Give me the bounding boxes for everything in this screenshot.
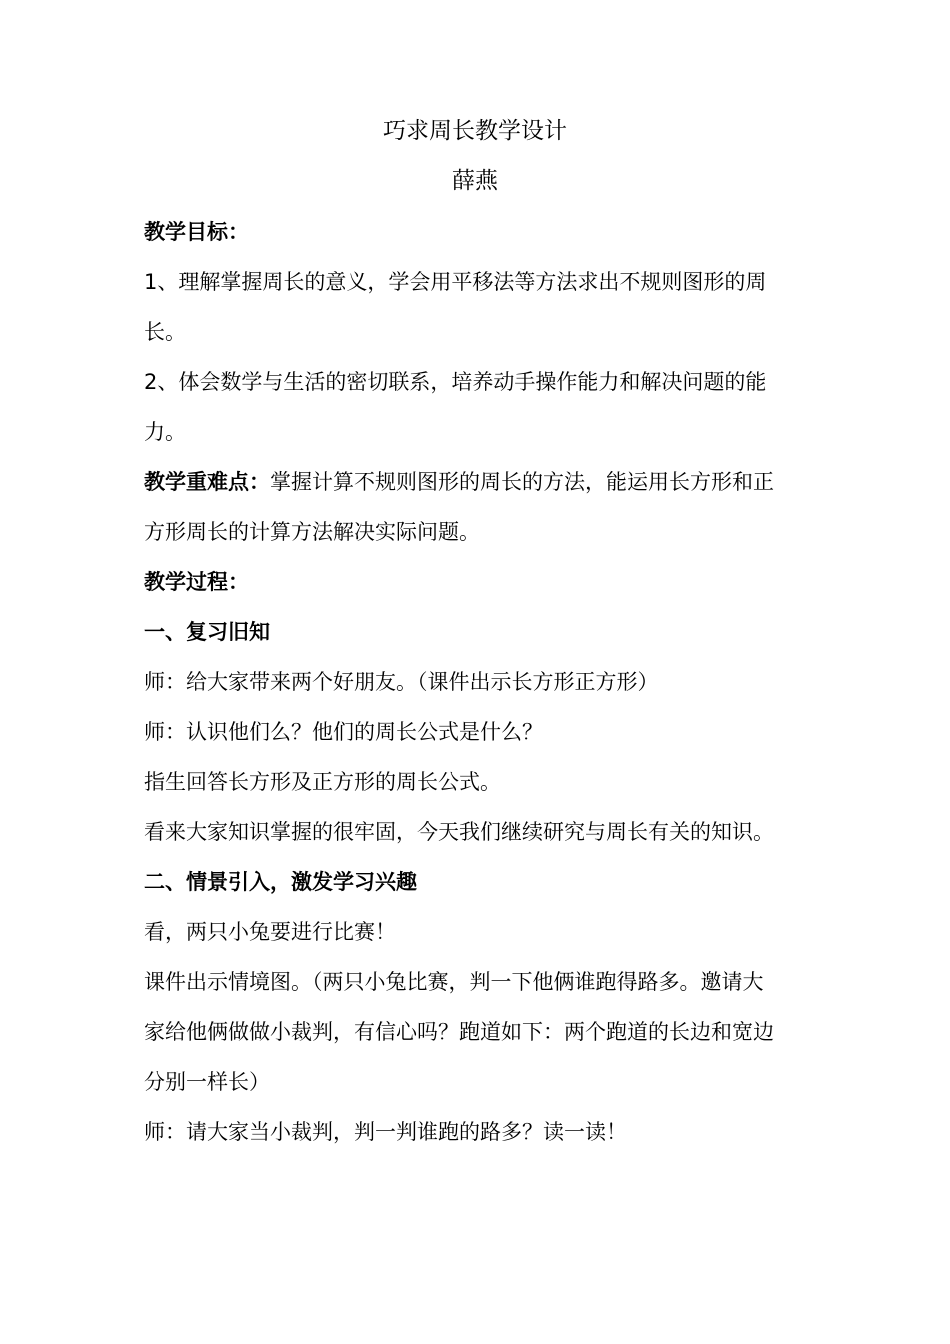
text-line [144,866,814,916]
heading-bold: 教学过程： [144,570,249,594]
text-line [144,566,814,616]
text-line [144,816,814,866]
text-line [144,1066,814,1116]
text-line [144,366,814,416]
text-line [144,1016,814,1066]
text-line [144,966,814,1016]
document-author: 薛燕 [452,168,498,194]
line-text: 力。 [144,420,186,444]
line-text: 师：请大家当小裁判，判一判谁跑的路多？读一读！ [144,1120,627,1144]
text-line [144,266,814,316]
text-line [144,716,814,766]
heading-bold: 教学目标： [144,220,249,244]
heading-bold: 二、情景引入，激发学习兴趣 [144,870,417,894]
line-text: 掌握计算不规则图形的周长的方法，能运用长方形和正 [270,470,774,494]
line-text: 方形周长的计算方法解决实际问题。 [144,520,480,544]
line-text: 2、体会数学与生活的密切联系，培养动手操作能力和解决问题的能 [144,370,767,394]
text-line [144,1116,814,1166]
text-line [144,316,814,366]
line-text: 指生回答长方形及正方形的周长公式。 [144,770,501,794]
heading-bold: 教学重难点： [144,470,270,494]
line-text: 1、理解掌握周长的意义，学会用平移法等方法求出不规则图形的周 [144,270,767,294]
line-text: 家给他俩做做小裁判，有信心吗？跑道如下：两个跑道的长边和宽边 [144,1020,774,1044]
heading-bold: 一、复习旧知 [144,620,270,644]
document-title: 巧求周长教学设计 [383,118,567,144]
text-line [144,416,814,466]
line-text: 看来大家知识掌握的很牢固，今天我们继续研究与周长有关的知识。 [144,820,774,844]
line-text: 课件出示情境图。（两只小兔比赛，判一下他俩谁跑得路多。邀请大 [144,970,764,994]
line-text: 看，两只小兔要进行比赛！ [144,920,396,944]
line-text: 师：认识他们么？他们的周长公式是什么？ [144,720,543,744]
text-line [144,216,814,266]
text-line [144,516,814,566]
text-line [144,616,814,666]
line-text: 师：给大家带来两个好朋友。（课件出示长方形正方形） [144,670,659,694]
line-text: 长。 [144,320,186,344]
text-line [144,666,814,716]
text-line [144,466,814,516]
text-line [144,766,814,816]
text-line [144,916,814,966]
document-body [144,216,814,1166]
line-text: 分别一样长） [144,1070,270,1094]
